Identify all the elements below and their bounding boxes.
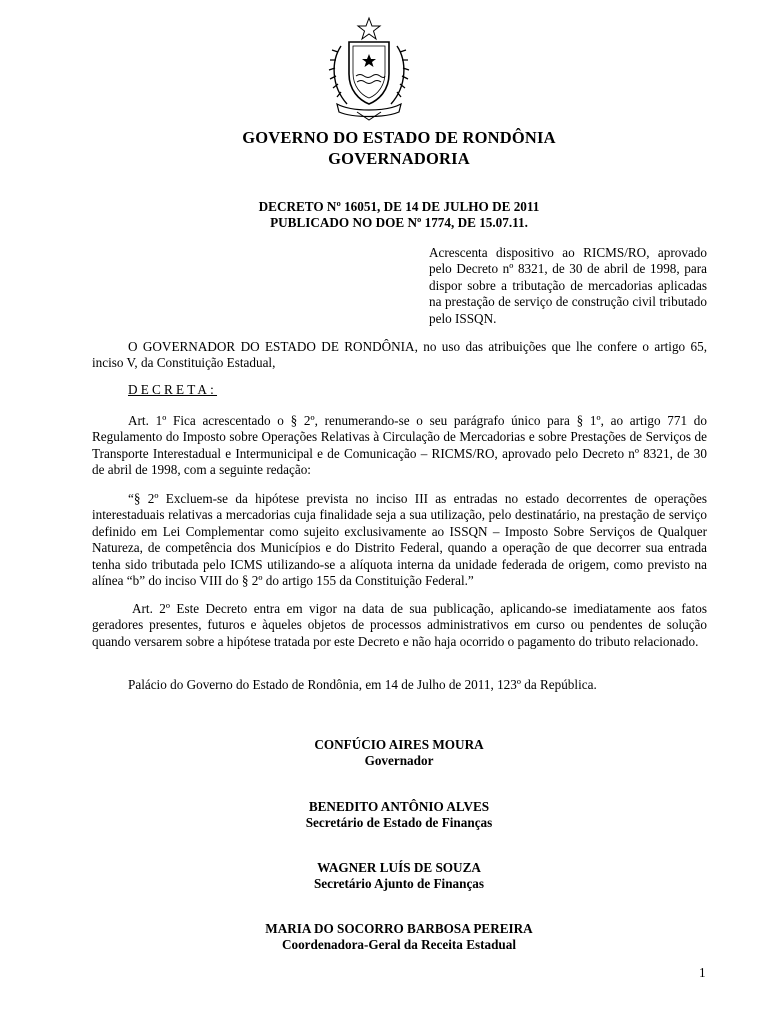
- signatory-name: CONFÚCIO AIRES MOURA: [314, 737, 484, 752]
- signature-block: [0, 921, 770, 953]
- signatory-title: Secretário de Estado de Finanças: [305, 815, 493, 830]
- signatory-name: MARIA DO SOCORRO BARBOSA PEREIRA: [265, 921, 533, 936]
- preamble-paragraph: O GOVERNADOR DO ESTADO DE RONDÔNIA, no uso das atribuições que lhe confere o artigo 65, inciso V, da Constituição Estadual,: [92, 339, 707, 371]
- signature-block: [0, 799, 770, 831]
- decree-publication: PUBLICADO NO DOE Nº 1774, DE 15.07.11.: [270, 215, 528, 230]
- signatory-title: Coordenadora-Geral da Receita Estadual: [281, 937, 517, 952]
- header-state-government: GOVERNO DO ESTADO DE RONDÔNIA: [242, 128, 556, 147]
- signatory-title: Governador: [364, 753, 434, 768]
- article-2-paragraph: Art. 2º Este Decreto entra em vigor na data de sua publicação, aplicando-se imediatamente aos fatos geradores presentes, futuros e àqueles objetos de processos administrativos em curso ou pendentes de solução quando versarem sobre a hipótese tratada por este Decreto e não haja ocorrido o pagamento do tributo relacionado.: [92, 601, 707, 649]
- signatory-name: WAGNER LUÍS DE SOUZA: [317, 860, 481, 875]
- decree-ementa: Acrescenta dispositivo ao RICMS/RO, aprovado pelo Decreto nº 8321, de 30 de abril de 1998, para dispor sobre a tributação de mercadorias aplicadas na prestação de serviço de construção civil tributado pelo ISSQN.: [429, 245, 707, 326]
- signatory-title: Secretário Ajunto de Finanças: [313, 876, 485, 891]
- state-coat-of-arms-icon: [327, 16, 411, 122]
- signatory-name: BENEDITO ANTÔNIO ALVES: [308, 799, 490, 814]
- decreta-heading: DECRETA:: [128, 382, 218, 397]
- signature-block: [0, 737, 770, 769]
- article-1-paragraph: Art. 1º Fica acrescentado o § 2º, renumerando-se o seu parágrafo único para § 1º, ao artigo 771 do Regulamento do Imposto sobre Operações Relativas à Circulação de Mercadorias e sobre Prestações de Serviços de Transporte Interestadual e Intermunicipal e de Comunicação – RICMS/RO, aprovado pelo Decreto nº 8321, de 30 de abril de 1998, com a seguinte redação:: [92, 413, 707, 478]
- signature-block: [0, 860, 770, 892]
- header-governadoria: GOVERNADORIA: [328, 149, 470, 168]
- page-number: 1: [699, 965, 706, 980]
- quoted-paragraph-2: “§ 2º Excluem-se da hipótese prevista no inciso III as entradas no estado decorrentes de operações interestaduais relativas a mercadorias cuja finalidade seja a sua utilização, pelo destinatário, na prestação de serviço definido em Lei Complementar como sujeito exclusivamente ao ISSQN – Imposto Sobre Serviços de Qualquer Natureza, de competência dos Municípios e do Distrito Federal, quando a operação de que decorrer sua entrada tenha sido tributada pelo ICMS utilizando-se a alíquota interna da unidade federada de origem, como previsto na alínea “b” do inciso VIII do § 2º do artigo 155 da Constituição Federal.”: [92, 491, 707, 589]
- decree-title: DECRETO Nº 16051, DE 14 DE JULHO DE 2011: [258, 199, 540, 214]
- closing-place-date: Palácio do Governo do Estado de Rondônia, em 14 de Julho de 2011, 123º da República.: [128, 677, 597, 692]
